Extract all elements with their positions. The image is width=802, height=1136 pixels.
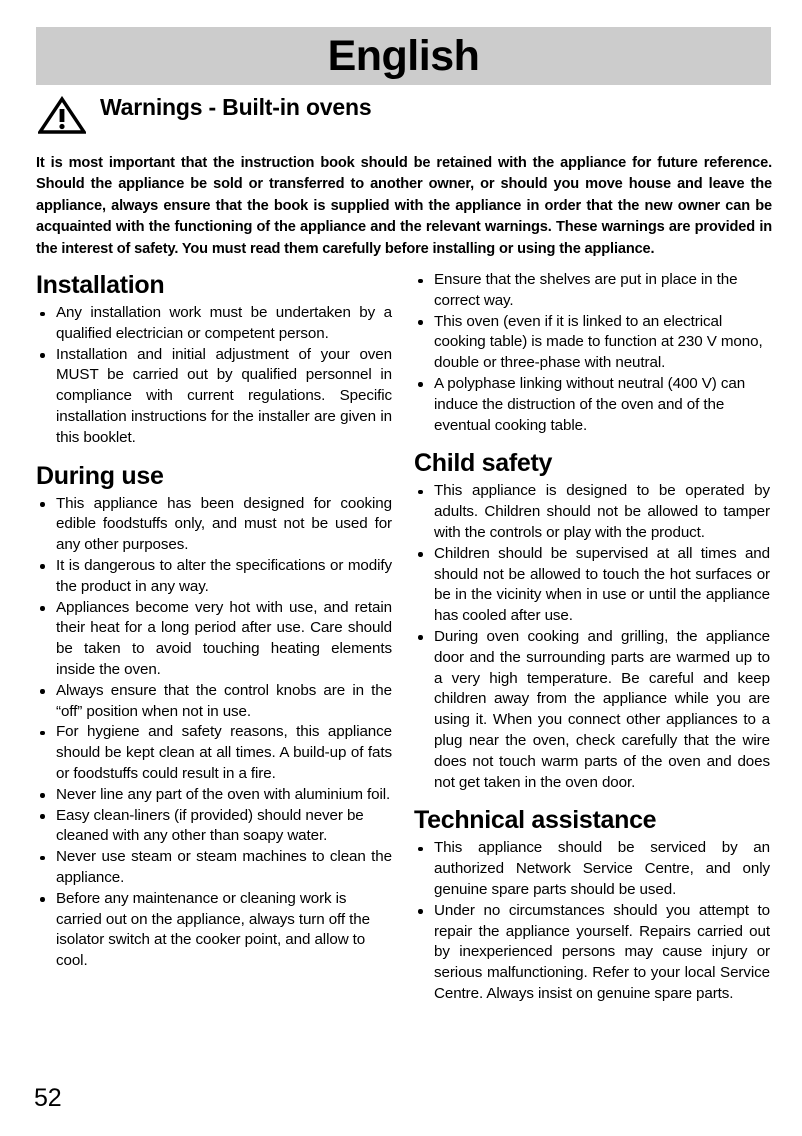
section-heading-during-use: During use [36,461,164,490]
bullet-dot-icon [40,793,45,798]
during-use-bullet-list [36,494,392,972]
bullet-dot-icon [40,814,45,819]
list-item [36,847,392,889]
list-item [36,681,392,723]
page-number: 52 [34,1084,62,1112]
list-item-text: This appliance should be serviced by an authorized Network Service Centre, and only genuine spare parts should be used. [434,839,770,898]
right-column [414,270,770,1005]
list-item [414,901,770,1005]
list-item [36,494,392,556]
bullet-dot-icon [40,897,45,902]
bullet-dot-icon [418,552,423,557]
left-column [36,270,392,972]
bullet-dot-icon [40,312,45,317]
bullet-dot-icon [418,909,423,914]
list-item [36,889,392,972]
section-heading-installation: Installation [36,271,165,299]
bullet-dot-icon [418,635,423,640]
list-item-text: Ensure that the shelves are put in place in the correct way. [434,271,738,309]
list-item [414,481,770,543]
bullet-dot-icon [40,502,45,507]
bullet-dot-icon [40,564,45,569]
list-item-text: Before any maintenance or cleaning work is carried out on the appliance, always turn off the isolator switch at the cooker point, and allow to cool. [56,889,370,970]
list-item [414,627,770,793]
intro-paragraph: It is most important that the instruction book should be retained with the appliance for future reference. Should the appliance be sold or transferred to another owner, or should you move house and leave the appliance, always ensure that the book is supplied with the appliance in order that the new owner can be acquainted with the functioning of the appliance and the relevant warnings. These warnings are provided in the interest of safety. You must read them carefully before installing or using the appliance. [36,154,772,257]
language-banner [36,27,771,85]
list-item-text: Always ensure that the control knobs are in the “off” position when not in use. [56,681,392,720]
bullet-dot-icon [418,847,423,852]
child-safety-bullet-list [414,481,770,793]
installation-continued-bullet-list [414,270,770,436]
warnings-title: Warnings - Built-in ovens [100,94,372,120]
list-item [414,544,770,627]
list-item-text: It is dangerous to alter the specifications or modify the product in any way. [56,556,392,595]
list-item [36,785,392,806]
list-item-text: Installation and initial adjustment of your oven MUST be carried out by qualified personnel in compliance with current regulations. Specific installation instructions for the installer are given in this booklet. [56,345,392,446]
list-item-text: Easy clean-liners (if provided) should never be cleaned with any other than soapy water. [56,806,364,845]
list-item-text: Never line any part of the oven with aluminium foil. [56,785,391,803]
list-item-text: Under no circumstances should you attempt to repair the appliance yourself. Repairs carried out by inexperienced persons may cause injury or serious malfunctioning. Refer to your local Service Centre. Always insist on genuine spare parts. [434,901,770,1002]
list-item [414,270,770,312]
bullet-dot-icon [40,856,45,861]
section-heading-technical-assistance: Technical assistance [414,806,657,835]
list-item [414,312,770,374]
list-item [414,838,770,900]
list-item [36,722,392,784]
installation-bullet-list [36,303,392,449]
bullet-dot-icon [40,353,45,358]
bullet-dot-icon [418,382,423,387]
list-item-text: During oven cooking and grilling, the appliance door and the surrounding parts are warmed up to a very high temperature. Be careful and keep children away from the appliance while you are using it. When you connect other appliances to a plug near the oven, check carefully that the wire does not touch warm parts of the oven and does not get taken in the oven door. [434,627,770,791]
list-item [36,556,392,598]
list-item [36,598,392,681]
bullet-dot-icon [40,606,45,611]
list-item-text: This appliance is designed to be operated by adults. Children should not be allowed to tamper with the controls or play with the product. [434,482,770,541]
list-item-text: This oven (even if it is linked to an electrical cooking table) is made to function at 230 V mono, double or three-phase with neutral. [434,312,763,372]
list-item [36,345,392,449]
list-item-text: Children should be supervised at all times and should not be allowed to touch the hot surfaces or be in the vicinity when in use or until the appliance has cooled after use. [434,544,770,625]
bullet-dot-icon [40,731,45,736]
section-heading-child-safety: Child safety [414,449,553,478]
list-item [36,806,392,848]
list-item-text: This appliance has been designed for cooking edible foodstuffs only, and must not be used for any other purposes. [56,494,392,554]
warnings-header [38,94,773,134]
bullet-dot-icon [418,490,423,495]
bullet-dot-icon [40,689,45,694]
list-item [36,303,392,345]
list-item-text: Any installation work must be undertaken by a qualified electrician or competent person. [56,304,392,342]
list-item-text: A polyphase linking without neutral (400 V) can induce the distruction of the oven and of the eventual cooking table. [434,374,746,434]
warning-triangle-icon [38,96,86,134]
bullet-dot-icon [418,320,423,325]
list-item-text: Never use steam or steam machines to clean the appliance. [56,848,392,886]
list-item [414,374,770,436]
list-item-text: Appliances become very hot with use, and retain their heat for a long period after use. Care should be taken to avoid touching heating elements inside the oven. [56,598,392,678]
language-title: English [327,31,480,80]
bullet-dot-icon [418,279,423,284]
list-item-text: For hygiene and safety reasons, this appliance should be kept clean at all times. A build-up of fats or foodstuffs could result in a fire. [56,723,392,782]
technical-assistance-bullet-list [414,838,770,1004]
